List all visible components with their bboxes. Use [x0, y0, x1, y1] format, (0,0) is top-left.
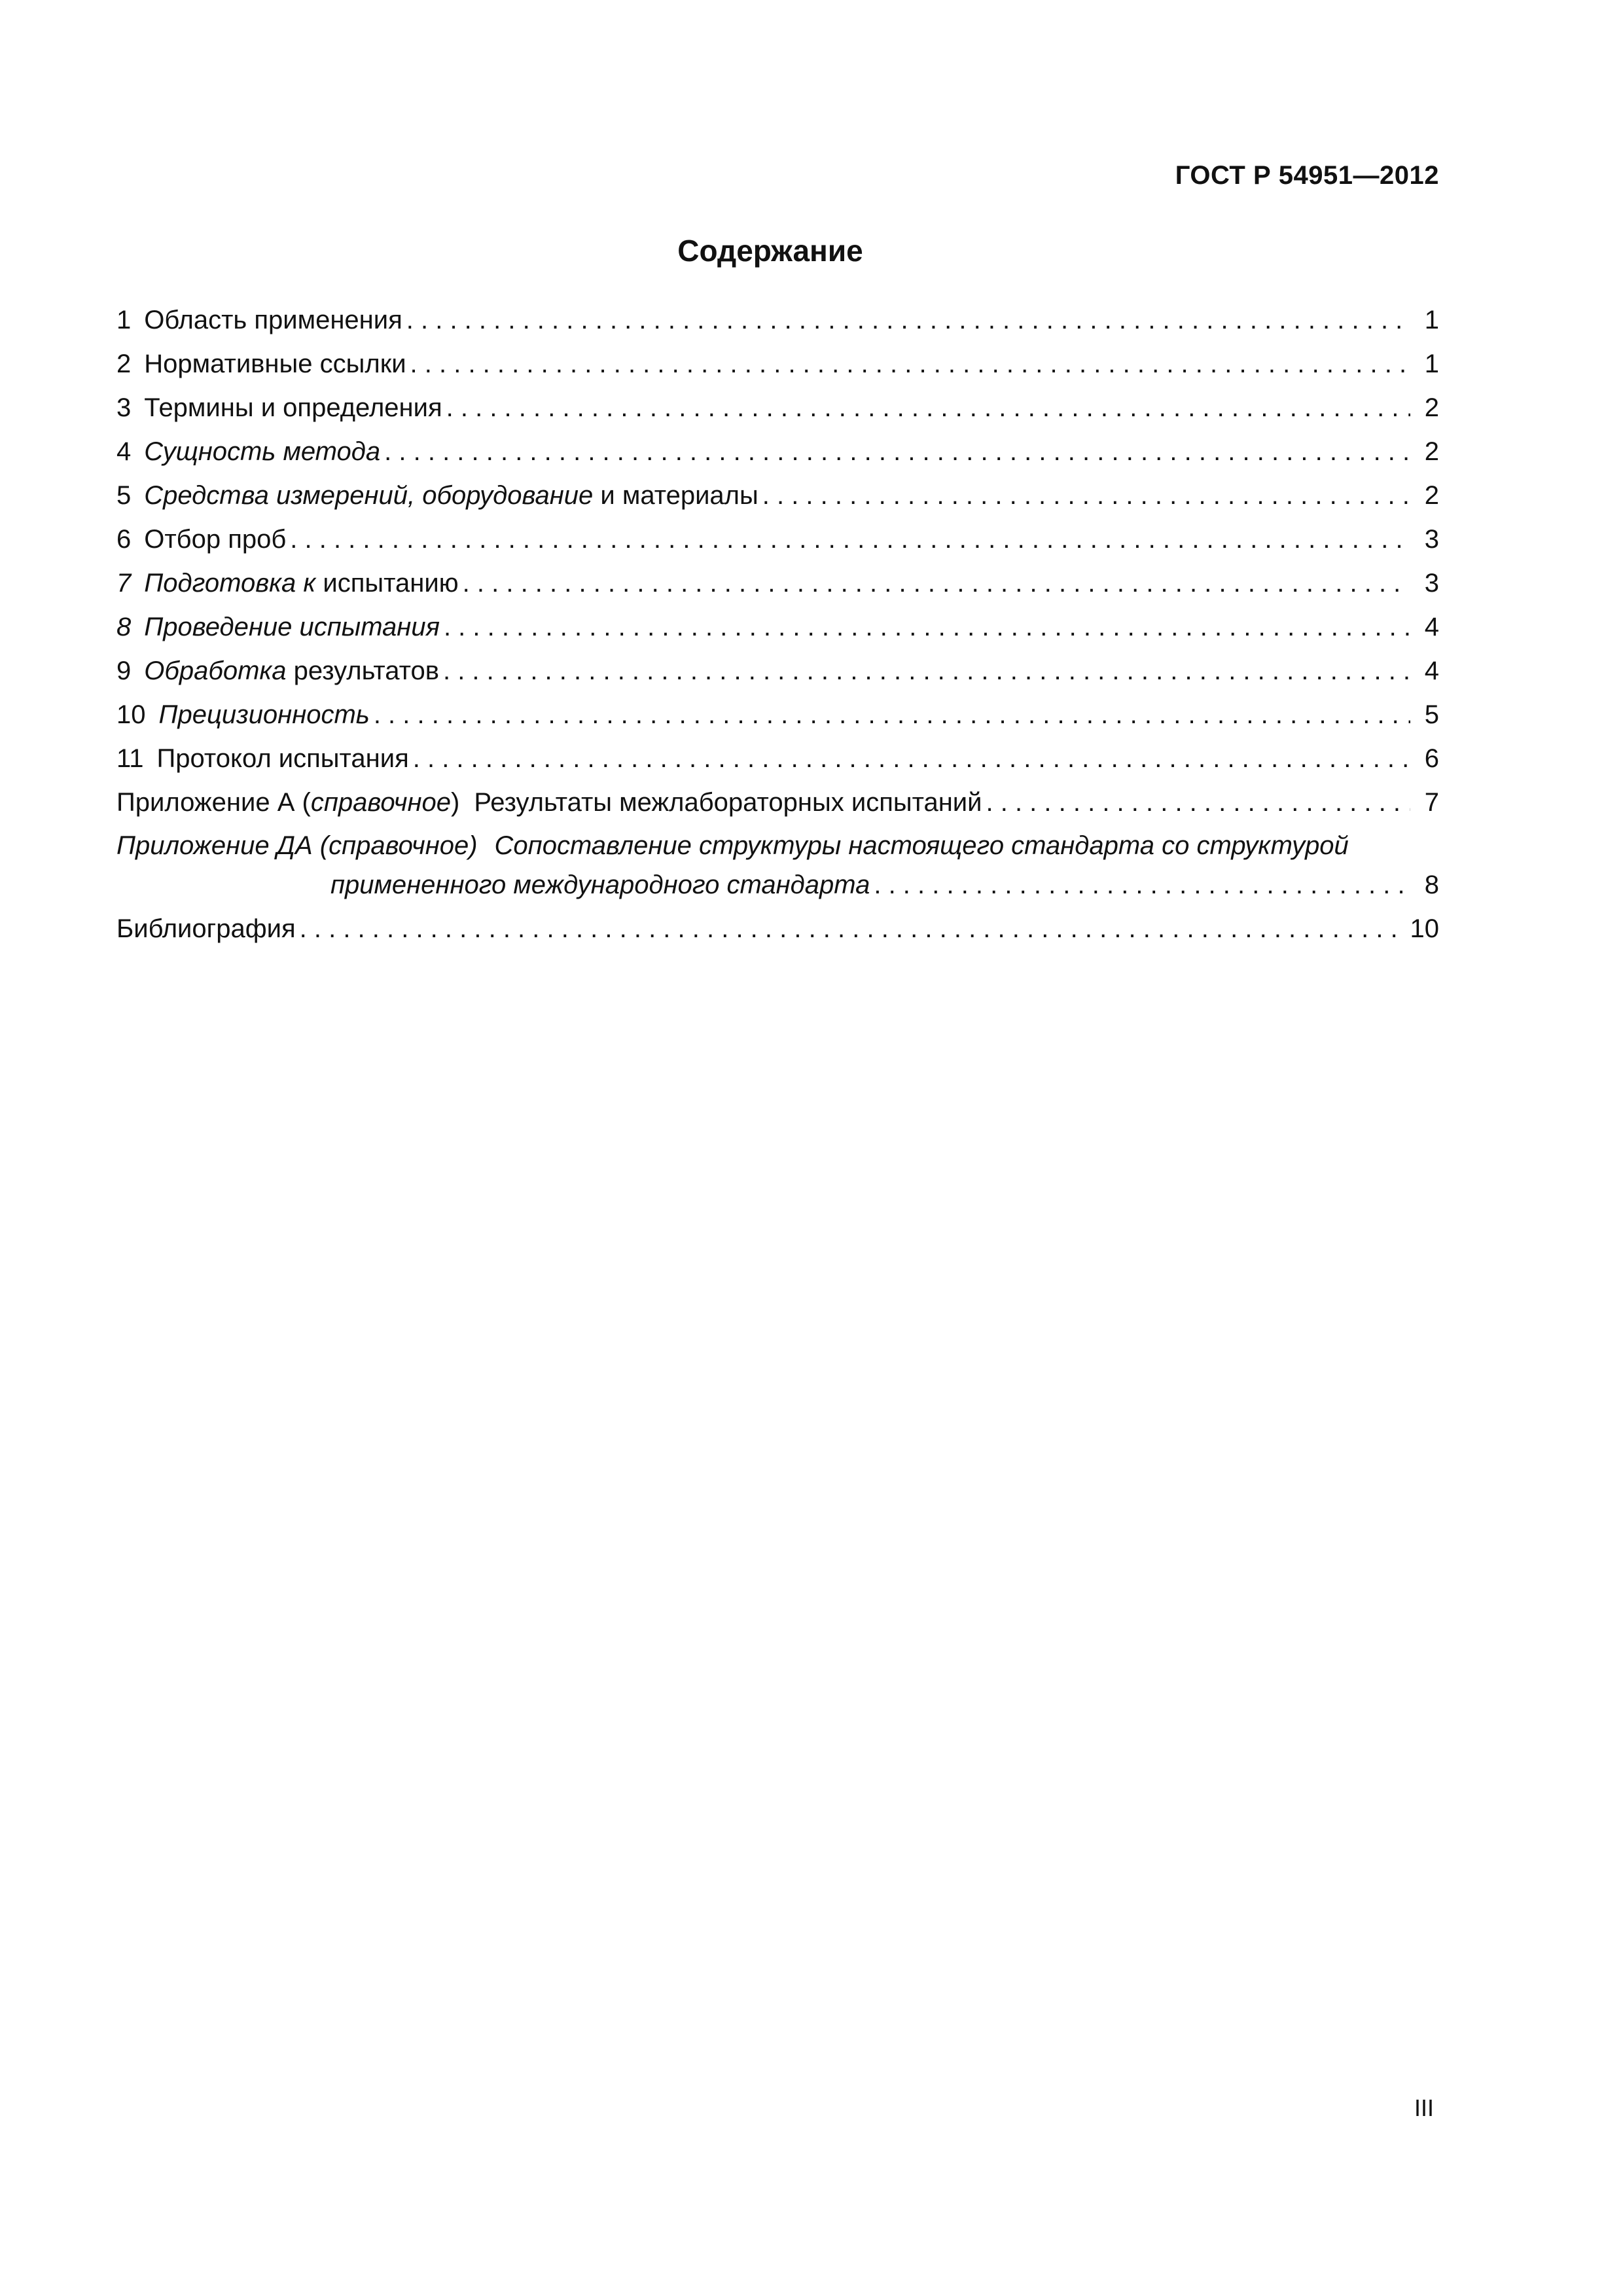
- toc-item-page: 4: [1424, 656, 1439, 685]
- toc-item-page: 1: [1424, 350, 1439, 378]
- toc-item: [116, 430, 1439, 474]
- toc-item-number: 2: [116, 350, 132, 378]
- toc-leader: [300, 907, 1401, 951]
- document-code: ГОСТ Р 54951—2012: [1175, 161, 1439, 190]
- toc-item-title: Обработка результатов: [144, 656, 439, 685]
- toc-leader: [290, 518, 1410, 562]
- toc-title: Содержание: [677, 234, 863, 268]
- toc-item-page: 2: [1424, 481, 1439, 510]
- toc-item: [116, 386, 1439, 430]
- toc-item: [116, 605, 1439, 649]
- toc-item-title: Сущность метода: [144, 437, 381, 466]
- toc-item-number: 4: [116, 437, 132, 466]
- toc-item-page: 6: [1424, 744, 1439, 773]
- toc-item-page: 4: [1424, 613, 1439, 641]
- toc-item-page: 5: [1424, 700, 1439, 729]
- toc-item-page: 2: [1424, 393, 1439, 422]
- toc-item-page: 1: [1424, 306, 1439, 334]
- toc-item-title: Область применения: [144, 306, 402, 334]
- toc-item-page: 2: [1424, 437, 1439, 466]
- toc-item: [116, 298, 1439, 342]
- toc-item-title: Средства измерений, оборудование и материалы: [144, 481, 758, 510]
- page-number: III: [1414, 2094, 1434, 2121]
- annex-da-label: Приложение ДА (справочное): [116, 831, 478, 860]
- toc-item-title: Протокол испытания: [156, 744, 409, 773]
- toc-items: [116, 298, 1439, 781]
- toc-item-number: 10: [116, 700, 146, 729]
- toc-annex-a: [116, 781, 1439, 825]
- toc-item-title: Нормативные ссылки: [144, 350, 406, 378]
- annex-a-page: 7: [1424, 788, 1439, 817]
- toc-item: [116, 342, 1439, 386]
- annex-da-page: 8: [1424, 870, 1439, 899]
- toc-item-title: Термины и определения: [144, 393, 442, 422]
- toc-leader: [463, 562, 1410, 605]
- toc-item-title: Прецизионность: [158, 700, 370, 729]
- toc-leader: [413, 737, 1410, 781]
- toc-item: [116, 649, 1439, 693]
- toc-item-page: 3: [1424, 569, 1439, 598]
- toc-leader: [443, 649, 1410, 693]
- toc-item: [116, 737, 1439, 781]
- toc-bibliography: [116, 907, 1439, 951]
- toc-item-number: 5: [116, 481, 132, 510]
- toc-leader: [374, 693, 1410, 737]
- toc-item: [116, 474, 1439, 518]
- toc-leader: [762, 474, 1410, 518]
- annex-a-title: Результаты межлабораторных испытаний: [474, 788, 982, 817]
- annex-da-title-line1: Сопоставление структуры настоящего стандарта со структурой: [494, 831, 1349, 860]
- toc-leader: [444, 605, 1410, 649]
- toc-item-title: Проведение испытания: [144, 613, 440, 641]
- toc-leader: [446, 386, 1410, 430]
- toc-item: [116, 518, 1439, 562]
- toc-item-number: 1: [116, 306, 132, 334]
- toc-item-number: 6: [116, 525, 132, 554]
- table-of-contents: [116, 298, 1439, 951]
- toc-item: [116, 562, 1439, 605]
- toc-item: [116, 693, 1439, 737]
- toc-leader: [384, 430, 1410, 474]
- toc-item-number: 8: [116, 613, 132, 641]
- bibliography-label: Библиография: [116, 914, 296, 943]
- toc-leader: [406, 298, 1410, 342]
- toc-item-number: 11: [116, 744, 144, 773]
- toc-annex-da: [116, 826, 1439, 905]
- toc-item-title: Подготовка к испытанию: [144, 569, 459, 598]
- toc-leader: [410, 342, 1410, 386]
- toc-leader: [874, 865, 1410, 905]
- bibliography-page: 10: [1410, 914, 1439, 943]
- toc-leader: [986, 781, 1411, 825]
- annex-a-label: Приложение А (справочное): [116, 788, 460, 817]
- toc-item-page: 3: [1424, 525, 1439, 554]
- toc-item-number: 7: [116, 569, 132, 598]
- toc-item-title: Отбор проб: [144, 525, 287, 554]
- annex-da-title-line2: примененного международного стандарта: [330, 870, 870, 899]
- toc-item-number: 9: [116, 656, 132, 685]
- toc-item-number: 3: [116, 393, 132, 422]
